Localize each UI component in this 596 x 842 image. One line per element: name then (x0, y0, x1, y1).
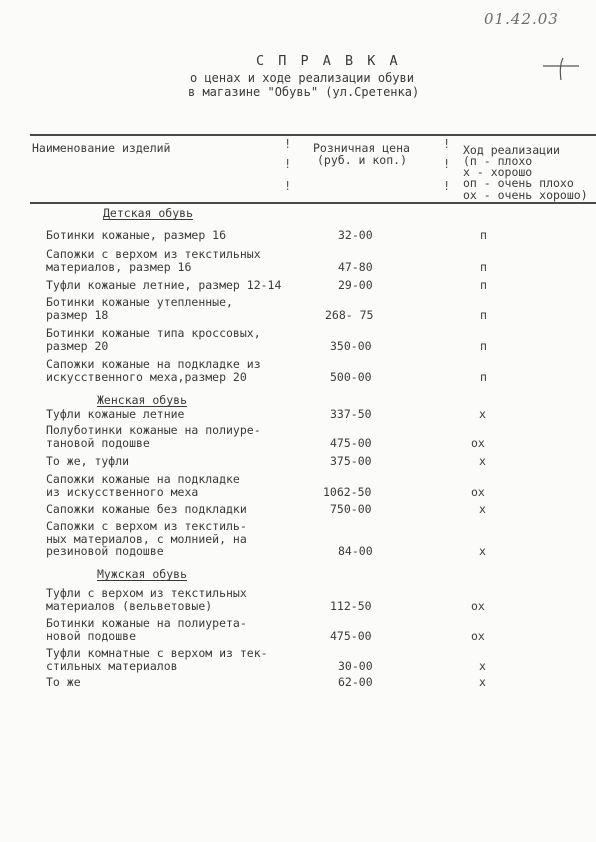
item-name-line: Туфли кожаные летние (46, 407, 185, 421)
item-price: 1062-50 (323, 484, 372, 499)
header-status-line4: оп - очень плохо (463, 176, 574, 190)
item-price: 30-00 (338, 658, 373, 673)
item-price: 337-50 (330, 407, 372, 421)
item-name-line: материалов (вельветовые) (46, 598, 213, 613)
item-name-line: материалов, размер 16 (46, 259, 192, 274)
item-price: 268- 75 (325, 307, 374, 322)
column-divider-mark: ! (284, 157, 292, 171)
item-name-line: Сапожки кожаные на подкладке из (46, 357, 261, 371)
header-status-line5: ох - очень хорошо) (463, 188, 588, 202)
column-divider-mark: ! (284, 137, 292, 151)
item-name-line: Сапожки кожаные без подкладки (46, 502, 247, 516)
column-divider-mark: ! (443, 179, 451, 193)
item-name-line: Ботинки кожаные утепленные, (46, 295, 233, 309)
section-men: Мужская обувь (97, 567, 188, 581)
item-name-line: резиновой подошве (46, 544, 164, 558)
item-name-line: Полуботинки кожаные на полиуре- (46, 423, 261, 437)
archive-mark: 01.42.03 (484, 10, 559, 28)
item-name-line: ных материалов, с молнией, на (46, 531, 247, 546)
item-status: ох (471, 484, 485, 499)
header-name: Наименование изделий (32, 141, 171, 155)
item-status: х (479, 502, 486, 516)
item-status: х (479, 454, 486, 468)
header-top-rule (30, 134, 596, 136)
section-kids: Детская обувь (103, 206, 194, 220)
item-price: 475-00 (330, 435, 372, 450)
item-price: 375-00 (330, 454, 372, 468)
item-price: 475-00 (330, 628, 372, 643)
item-name-line: Ботинки кожаные, размер 16 (46, 228, 227, 242)
column-divider-mark: ! (284, 179, 292, 193)
item-name-line: тановой подошве (46, 435, 150, 450)
item-name-line: размер 20 (46, 338, 109, 353)
item-name-line: искусственного меха,размер 20 (46, 369, 247, 384)
item-name-line: Туфли кожаные летние, размер 12-14 (46, 278, 282, 292)
item-name-line: Сапожки с верхом из текстиль- (46, 519, 247, 533)
header-price-line2: (руб. и коп.) (317, 153, 408, 167)
column-divider-mark: ! (443, 137, 451, 151)
item-price: 500-00 (330, 369, 372, 384)
item-status: х (479, 544, 486, 558)
item-status: п (480, 278, 487, 292)
item-status: ох (471, 628, 485, 643)
header-status-line2: (п - плохо (463, 154, 533, 168)
item-status: п (480, 228, 487, 242)
item-status: п (480, 369, 487, 384)
item-name-line: из искусственного меха (46, 484, 199, 499)
item-status: х (479, 675, 486, 689)
item-name-line: Туфли с верхом из текстильных (46, 586, 247, 600)
item-status: х (479, 407, 486, 421)
header-status-line3: х - хорошо (463, 165, 533, 179)
item-price: 84-00 (338, 544, 373, 558)
document-subtitle-line2: в магазине "Обувь" (ул.Сретенка) (188, 85, 420, 99)
item-price: 750-00 (330, 502, 372, 516)
item-name-line: размер 18 (46, 307, 109, 322)
item-name-line: Туфли комнатные с верхом из тек- (46, 646, 268, 660)
item-status: п (480, 307, 487, 322)
document-title: С П Р А В К А (256, 53, 401, 69)
item-name-line: Ботинки кожаные типа кроссовых, (46, 326, 261, 340)
item-status: х (479, 658, 486, 673)
item-name-line: Ботинки кожаные на полиурета- (46, 616, 247, 630)
item-name-line: стильных материалов (46, 658, 178, 673)
item-status: ох (471, 598, 485, 613)
item-price: 62-00 (338, 675, 373, 689)
item-price: 350-00 (330, 338, 372, 353)
item-name-line: новой подошве (46, 628, 137, 643)
item-name-line: Сапожки с верхом из текстильных (46, 247, 261, 261)
item-price: 29-00 (338, 278, 373, 292)
item-price: 32-00 (338, 228, 373, 242)
item-name-line: Сапожки кожаные на подкладке (46, 472, 240, 486)
header-price-line1: Розничная цена (313, 141, 410, 155)
item-price: 47-80 (338, 259, 373, 274)
document-subtitle-line1: о ценах и ходе реализации обуви (190, 71, 414, 85)
header-status-line1: Ход реализации (463, 143, 560, 157)
header-bottom-rule (30, 202, 596, 204)
corner-cross-mark (541, 56, 581, 82)
item-status: п (480, 338, 487, 353)
item-price: 112-50 (330, 598, 372, 613)
item-status: ох (471, 435, 485, 450)
section-women: Женская обувь (97, 393, 188, 407)
item-status: п (480, 259, 487, 274)
column-divider-mark: ! (443, 157, 451, 171)
item-name-line: То же, туфли (46, 454, 130, 468)
item-name-line: То же (46, 675, 81, 689)
